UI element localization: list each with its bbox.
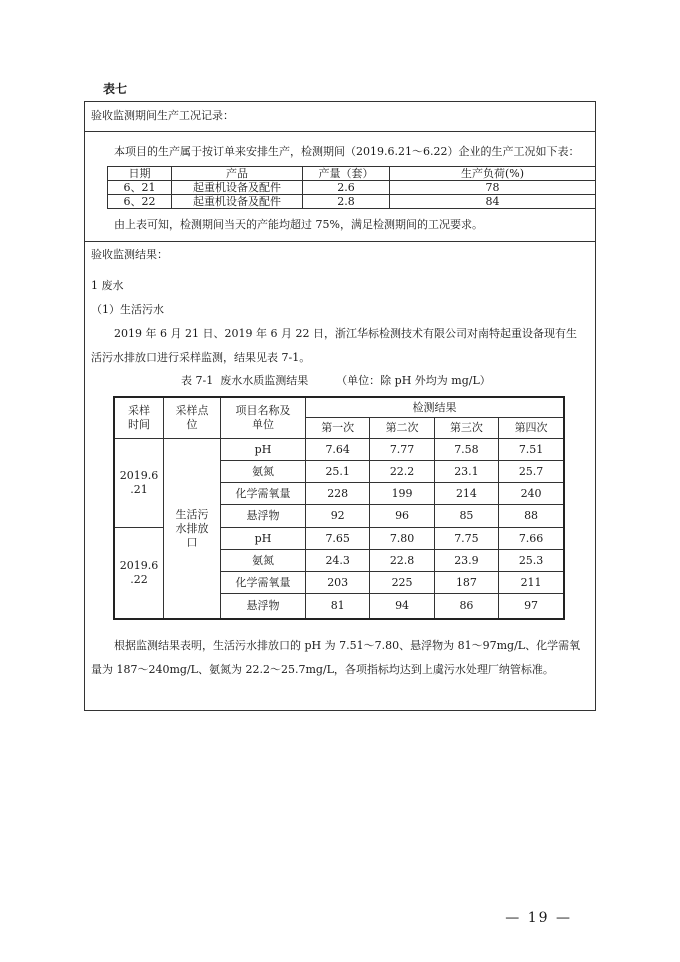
subsection-domestic-sewage: （1）生活污水 — [91, 303, 164, 316]
cell: 94 — [370, 594, 434, 620]
cell: 7.58 — [434, 439, 498, 461]
cell: 228 — [306, 483, 370, 505]
table-caption: 表 7-1 废水水质监测结果 （单位：除 pH 外均为 mg/L） — [181, 374, 491, 387]
header-product: 产品 — [172, 167, 303, 181]
cell: 7.66 — [499, 528, 564, 550]
cell: 25.3 — [499, 550, 564, 572]
cell: 96 — [370, 505, 434, 528]
cell: 22.8 — [370, 550, 434, 572]
cell: 214 — [434, 483, 498, 505]
item-name: 氨氮 — [221, 461, 306, 483]
item-name: 悬浮物 — [221, 594, 306, 620]
cell: 起重机设备及配件 — [172, 181, 303, 195]
cell: 84 — [390, 195, 596, 209]
cell: 起重机设备及配件 — [172, 195, 303, 209]
item-name: 化学需氧量 — [221, 483, 306, 505]
cell: 25.1 — [306, 461, 370, 483]
item-name: pH — [221, 439, 306, 461]
cell: 24.3 — [306, 550, 370, 572]
cell: 22.2 — [370, 461, 434, 483]
cell: 225 — [370, 572, 434, 594]
cell: 7.77 — [370, 439, 434, 461]
header-load: 生产负荷(%) — [390, 167, 596, 181]
item-name: pH — [221, 528, 306, 550]
header-item-unit: 项目名称及 单位 — [221, 397, 306, 439]
header-run: 第三次 — [434, 418, 498, 439]
conclusion-line: 量为 187～240mg/L、氨氮为 22.2～25.7mg/L，各项指标均达到上虞污水处理厂纳管标准。 — [91, 663, 554, 676]
subsection-wastewater: 1 废水 — [91, 279, 124, 292]
paragraph-line: 2019 年 6 月 21 日、2019 年 6 月 22 日，浙江华标检测技术有限公司对南特起重设备现有生 — [114, 327, 577, 340]
item-name: 氨氮 — [221, 550, 306, 572]
table-row — [114, 439, 564, 461]
conclusion-line: 根据监测结果表明，生活污水排放口的 pH 为 7.51～7.80、悬浮物为 81～97mg/L、化学需氧 — [114, 639, 581, 652]
section-label: 表七 — [103, 82, 128, 96]
production-table — [107, 166, 596, 209]
sampling-date: 2019.6 .22 — [114, 528, 164, 620]
paragraph-line: 活污水排放口进行采样监测，结果见表 7-1。 — [91, 351, 311, 364]
cell: 199 — [370, 483, 434, 505]
cell: 203 — [306, 572, 370, 594]
header-run: 第一次 — [306, 418, 370, 439]
production-intro: 本项目的生产属于按订单来安排生产，检测期间（2019.6.21～6.22）企业的生产工况如下表： — [114, 145, 580, 158]
cell: 81 — [306, 594, 370, 620]
cell: 7.75 — [434, 528, 498, 550]
item-name: 化学需氧量 — [221, 572, 306, 594]
header-run: 第二次 — [370, 418, 434, 439]
cell: 211 — [499, 572, 564, 594]
header-sampling-point: 采样点 位 — [164, 397, 221, 439]
cell: 88 — [499, 505, 564, 528]
sampling-date: 2019.6 .21 — [114, 439, 164, 528]
cell: 92 — [306, 505, 370, 528]
header-output: 产量（套） — [303, 167, 390, 181]
header-date: 日期 — [108, 167, 172, 181]
results-heading: 验收监测结果： — [91, 248, 168, 261]
cell: 23.1 — [434, 461, 498, 483]
header-results: 检测结果 — [306, 397, 565, 418]
production-conclusion: 由上表可知，检测期间当天的产能均超过 75%，满足检测期间的工况要求。 — [114, 218, 483, 231]
cell: 97 — [499, 594, 564, 620]
cell: 7.80 — [370, 528, 434, 550]
production-heading: 验收监测期间生产工况记录： — [91, 109, 234, 122]
table-header-row — [114, 397, 564, 418]
sampling-location: 生活污 水排放 口 — [164, 439, 221, 620]
section-divider — [84, 131, 596, 132]
table-row — [108, 195, 596, 209]
page-number: — 19 — — [505, 910, 572, 926]
cell: 7.64 — [306, 439, 370, 461]
cell: 187 — [434, 572, 498, 594]
header-run: 第四次 — [499, 418, 564, 439]
cell: 85 — [434, 505, 498, 528]
cell: 86 — [434, 594, 498, 620]
item-name: 悬浮物 — [221, 505, 306, 528]
cell: 6、21 — [108, 181, 172, 195]
cell: 7.65 — [306, 528, 370, 550]
cell: 2.6 — [303, 181, 390, 195]
cell: 78 — [390, 181, 596, 195]
section-divider — [84, 241, 596, 242]
water-quality-table — [113, 396, 565, 620]
cell: 240 — [499, 483, 564, 505]
cell: 2.8 — [303, 195, 390, 209]
cell: 23.9 — [434, 550, 498, 572]
table-header-row — [108, 167, 596, 181]
cell: 7.51 — [499, 439, 564, 461]
cell: 6、22 — [108, 195, 172, 209]
header-sampling-time: 采样 时间 — [114, 397, 164, 439]
cell: 25.7 — [499, 461, 564, 483]
table-row — [108, 181, 596, 195]
